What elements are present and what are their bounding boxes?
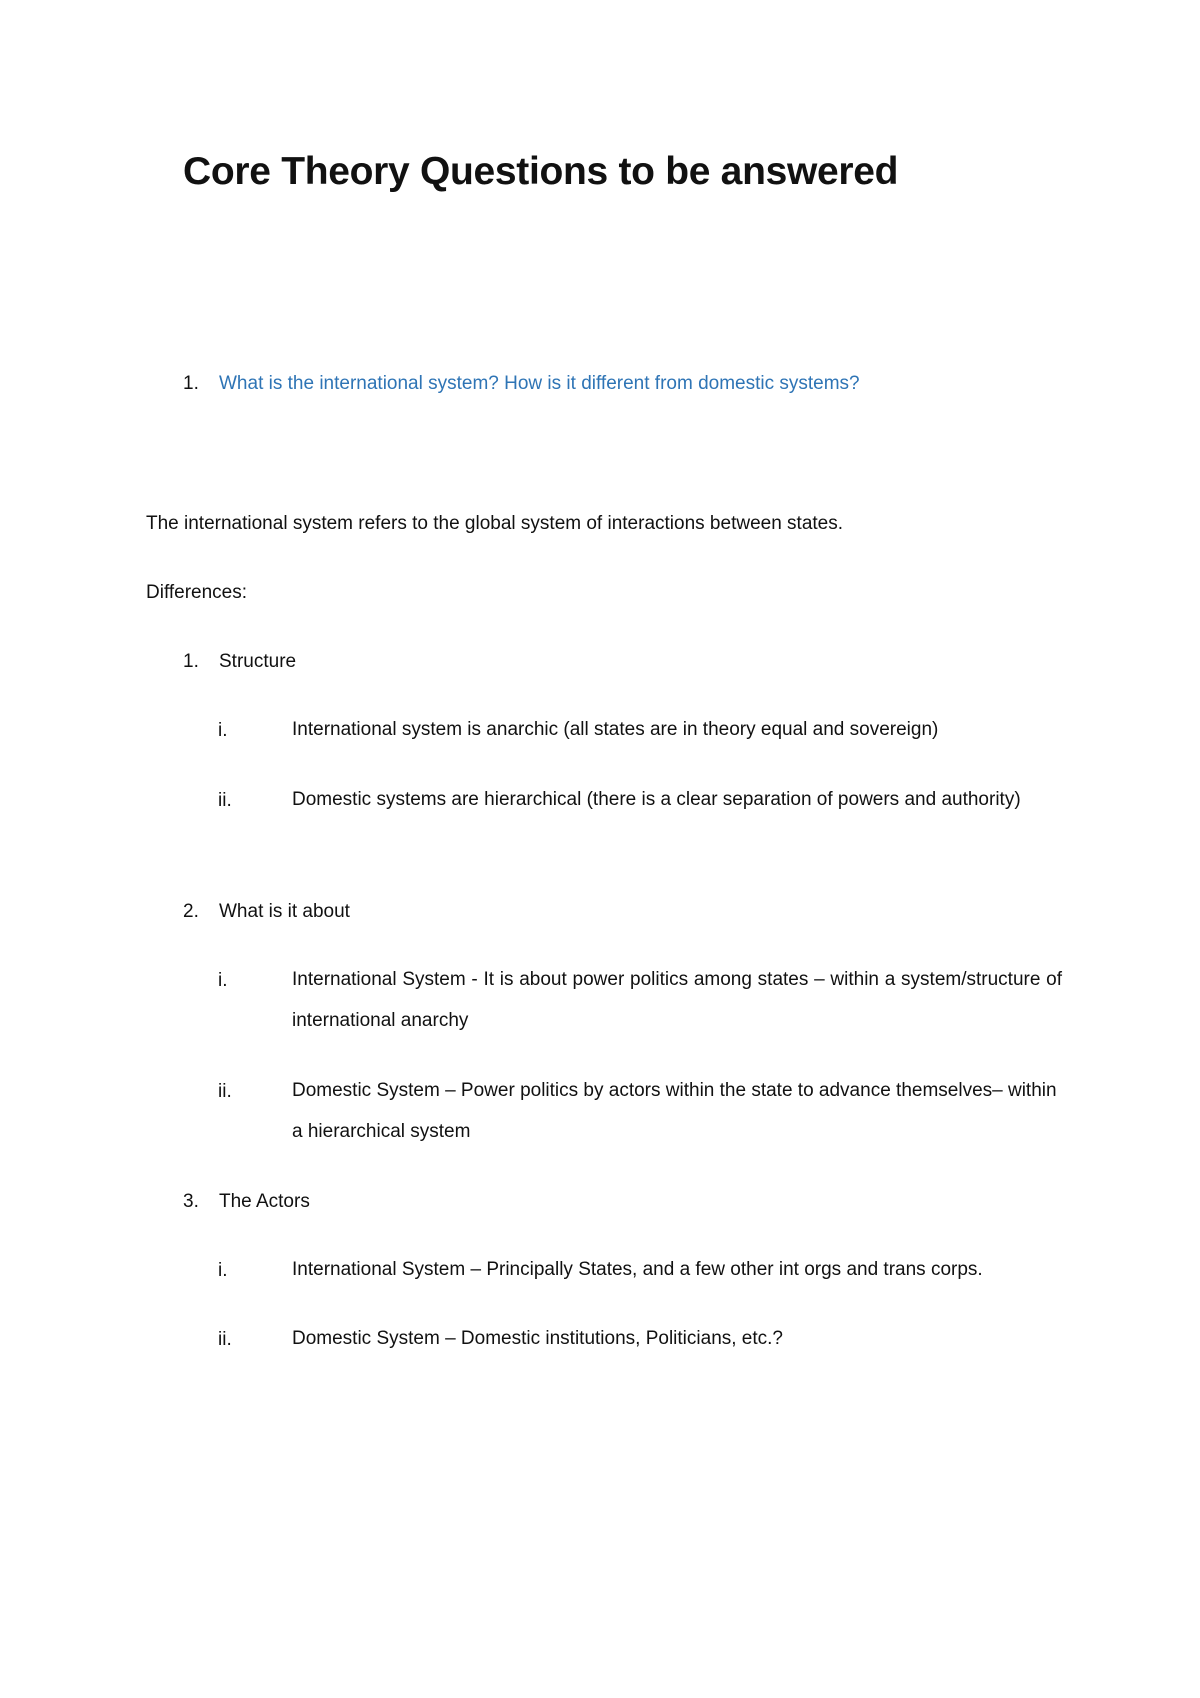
section-label: Structure <box>219 651 297 672</box>
section-label: The Actors <box>219 1191 310 1212</box>
page-title: Core Theory Questions to be answered <box>183 150 899 193</box>
question-text: What is the international system? How is it different from domestic systems? <box>219 373 860 394</box>
section-number: 3. <box>183 1191 199 1212</box>
section-number: 1. <box>183 651 199 672</box>
list-marker: i. <box>218 1260 228 1281</box>
list-marker: i. <box>218 970 228 991</box>
list-marker: ii. <box>218 790 232 811</box>
list-item-text: Domestic System – Domestic institutions, Politicians, etc.? <box>292 1328 784 1349</box>
list-marker: ii. <box>218 1081 232 1102</box>
list-item-text: International system is anarchic (all states are in theory equal and sovereign) <box>292 719 939 740</box>
section-label: What is it about <box>219 901 350 922</box>
list-marker: i. <box>218 720 228 741</box>
list-item-text: International System - It is about power politics among states – within a system/structure of international anarchy <box>292 969 1062 1031</box>
differences-label: Differences: <box>146 582 248 603</box>
intro-paragraph: The international system refers to the global system of interactions between states. <box>146 513 844 534</box>
list-item-text: International System – Principally States, and a few other int orgs and trans corps. <box>292 1259 983 1280</box>
list-marker: ii. <box>218 1329 232 1350</box>
section-number: 2. <box>183 901 199 922</box>
list-item-text: Domestic systems are hierarchical (there is a clear separation of powers and authority) <box>292 789 1021 810</box>
list-item-text: Domestic System – Power politics by actors within the state to advance themselves– within a hierarchical system <box>292 1080 1057 1142</box>
question-number: 1. <box>183 373 199 394</box>
